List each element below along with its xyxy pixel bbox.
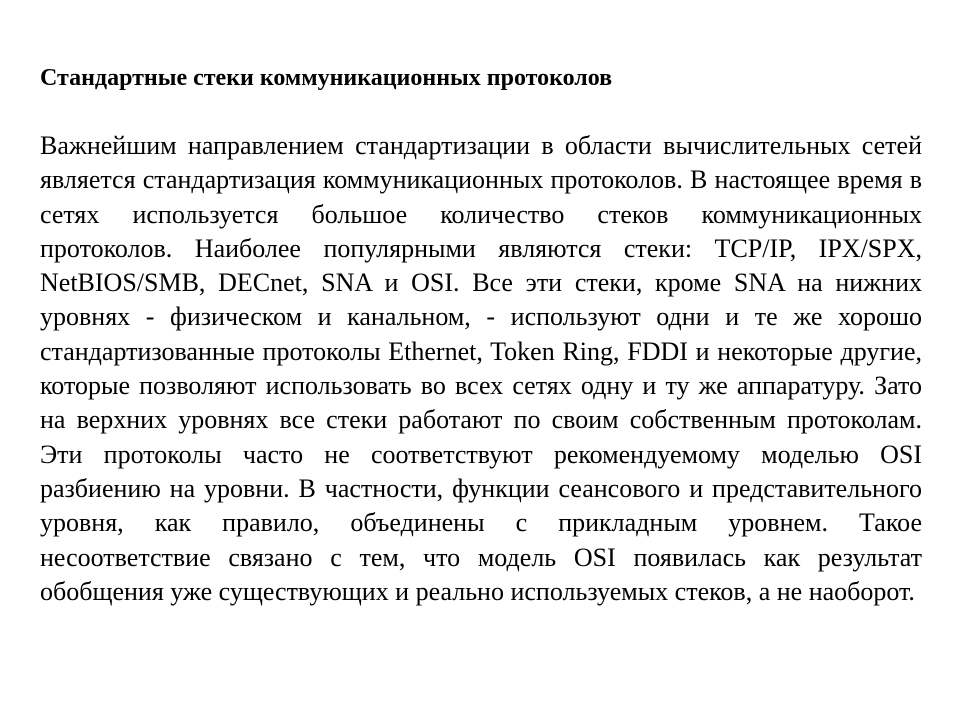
slide-body-text: Важнейшим направлением стандартизации в области вычислительных сетей является стандартизация коммуникационных протоколов. В настоящее время в сетях используется большое количество стеков коммуникационных протоколов. Наиболее популярными являются стеки: TCP/IP, IPX/SPX, NetBIOS/SMB, DECnet, SNA и OSI. Все эти стеки, кроме SNA на нижних уровнях - физическом и канальном, - используют одни и те же хорошо стандартизованные протоколы Ethernet, Token Ring, FDDI и некоторые другие, которые позволяют использовать во всех сетях одну и ту же аппаратуру. Зато на верхних уровнях все стеки работают по своим собственным протоколам. Эти протоколы часто не соответствуют рекомендуемому моделью OSI разбиению на уровни. В частности, функции сеансового и представительного уровня, как правило, объединены с прикладным уровнем. Такое несоответствие связано с тем, что модель OSI появилась как результат обобщения уже существующих и реально используемых стеков, а не наоборот. <box>40 131 922 606</box>
slide-title: Стандартные стеки коммуникационных протоколов <box>40 65 613 91</box>
